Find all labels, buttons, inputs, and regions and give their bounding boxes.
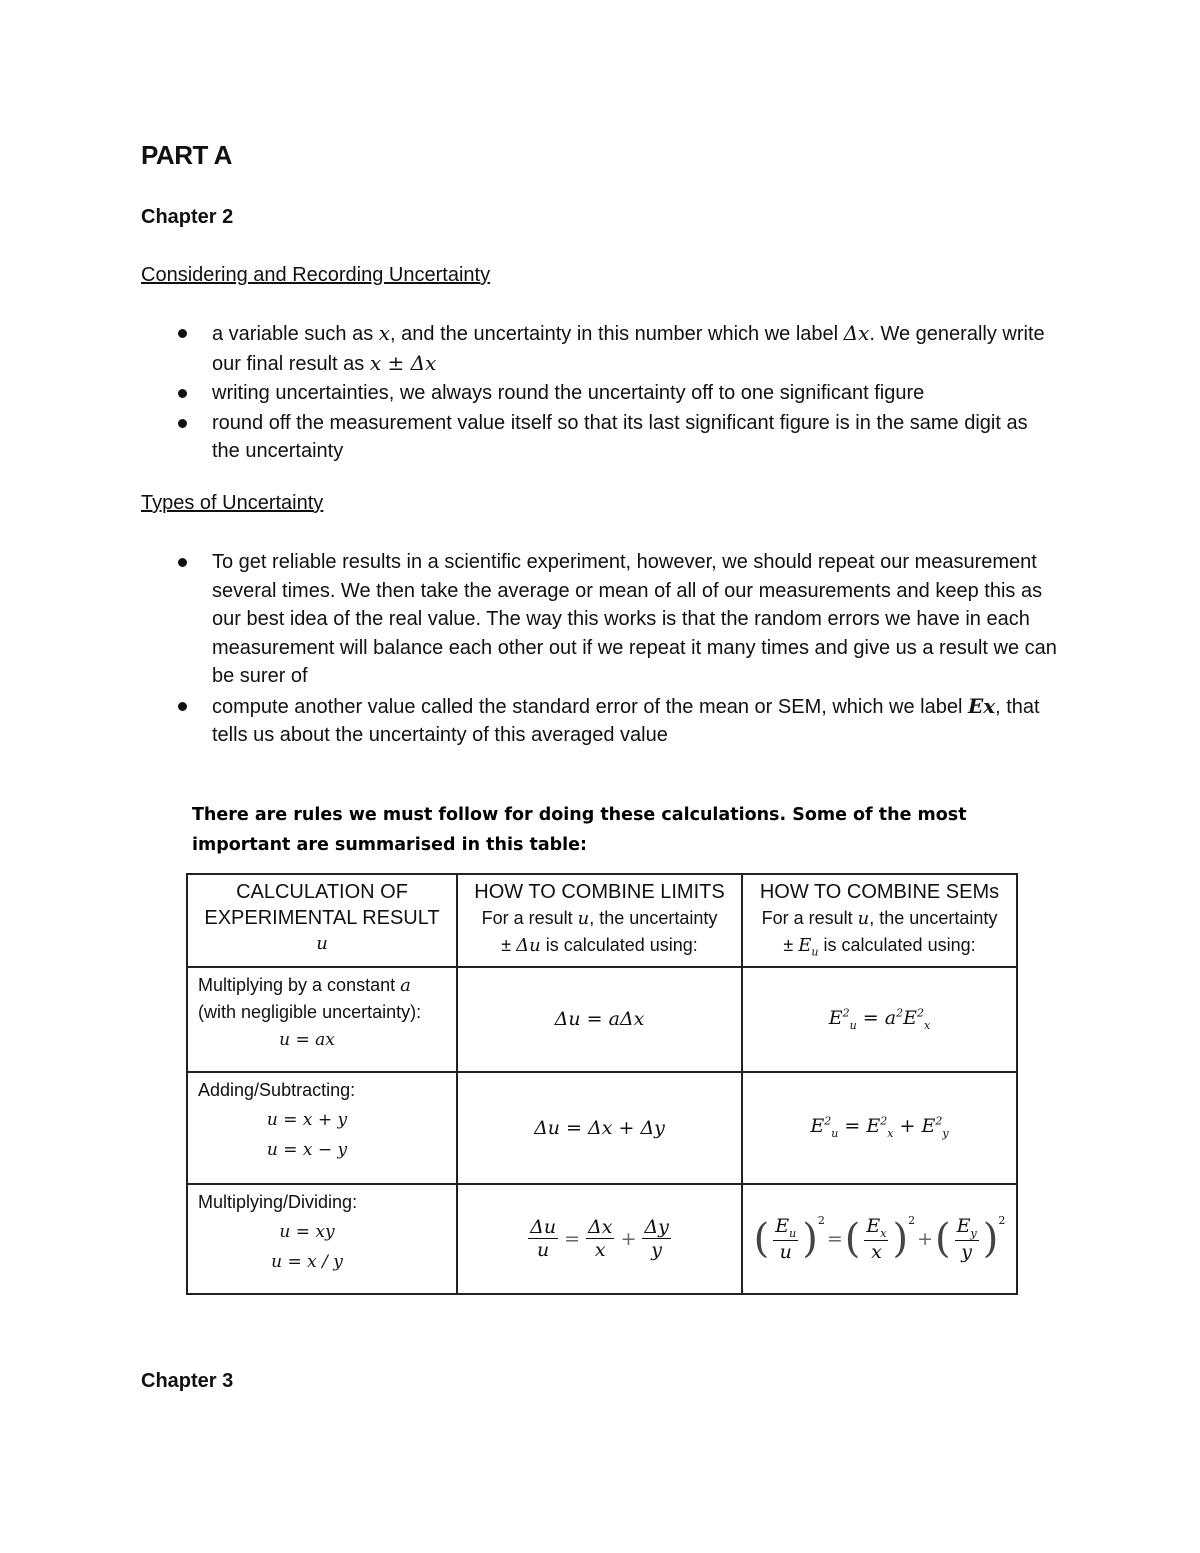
list-item: a variable such as x, and the uncertainty in this number which we label Δx. We generally write our final result as x ± Δx bbox=[178, 319, 1058, 378]
types-of-uncertainty-list bbox=[178, 548, 1058, 751]
table-row bbox=[187, 1184, 1017, 1294]
bullet-icon bbox=[178, 702, 187, 711]
table-header-row bbox=[187, 874, 1017, 967]
sem-formula-add-subtract: $E^2_u = E^2_x + E^2_y$ bbox=[742, 1072, 1017, 1184]
list-item: To get reliable results in a scientific experiment, however, we should repeat our measurement several times. We then take the average or mean of all of our measurements and keep this as our best idea of the real value. The way this works is that the random errors we have in each measurement will balance each other out if we repeat it many times and give us a result we can be surer of bbox=[178, 548, 1058, 691]
chapter-2-title: Chapter 2 bbox=[141, 206, 234, 228]
row-label-multiply-constant: Multiplying by a constant a (with negligible uncertainty): u = ax bbox=[187, 967, 457, 1072]
equation: u = x − y bbox=[266, 1139, 348, 1160]
uncertainty-rules-table bbox=[186, 873, 1018, 1295]
list-item: round off the measurement value itself so that its last significant figure is in the same digit as the uncertainty bbox=[178, 409, 1058, 466]
bullet-icon bbox=[178, 389, 187, 398]
sem-formula-multiply-divide: ( $\frac{E_u}{u}$ )$^2$=( $\frac{E_x}{x}$ )$^2$+( $\frac{E_y}{y}$ )$^2$ bbox=[742, 1184, 1017, 1294]
equation: u = xy bbox=[279, 1221, 335, 1242]
header-calculation: CALCULATION OF EXPERIMENTAL RESULT u bbox=[187, 874, 457, 967]
sem-formula-multiply-constant: $E^2_u = a^2E^2_x$ bbox=[742, 967, 1017, 1072]
limit-formula-add-subtract: Δu = Δx + Δy bbox=[457, 1072, 742, 1184]
bullet-icon bbox=[178, 558, 187, 567]
table-intro: There are rules we must follow for doing these calculations. Some of the most important are summarised in this table: bbox=[192, 805, 967, 855]
table-row bbox=[187, 967, 1017, 1072]
equation: u = x + y bbox=[266, 1109, 348, 1130]
recording-uncertainty-list bbox=[178, 319, 1058, 467]
bullet-icon bbox=[178, 329, 187, 338]
header-combine-limits: HOW TO COMBINE LIMITS For a result u, the uncertainty ± Δu is calculated using: bbox=[457, 874, 742, 967]
row-label-multiply-divide: Multiplying/Dividing: u = xy u = x / y bbox=[187, 1184, 457, 1294]
equation: u = x / y bbox=[271, 1251, 343, 1272]
part-title: PART A bbox=[141, 140, 232, 170]
section-heading-types-of-uncertainty: Types of Uncertainty bbox=[141, 492, 324, 514]
table-row bbox=[187, 1072, 1017, 1184]
equation: u = ax bbox=[279, 1029, 335, 1050]
list-item: compute another value called the standard error of the mean or SEM, which we label Ex, that tells us about the uncertainty of this averaged value bbox=[178, 692, 1058, 750]
row-label-add-subtract: Adding/Subtracting: u = x + y u = x − y bbox=[187, 1072, 457, 1184]
chapter-3-title: Chapter 3 bbox=[141, 1370, 234, 1392]
limit-formula-multiply-divide: $\frac{\Delta u}{u}$ = $\frac{\Delta x}{x}$ + $\frac{\Delta y}{y}$ bbox=[457, 1184, 742, 1294]
list-item: writing uncertainties, we always round the uncertainty off to one significant figure bbox=[178, 379, 1058, 408]
section-heading-recording-uncertainty: Considering and Recording Uncertainty bbox=[141, 264, 491, 286]
bullet-icon bbox=[178, 419, 187, 428]
limit-formula-multiply-constant: Δu = aΔx bbox=[457, 967, 742, 1072]
header-combine-sems: HOW TO COMBINE SEMs For a result u, the uncertainty ± $E_u$ is calculated using: bbox=[742, 874, 1017, 967]
